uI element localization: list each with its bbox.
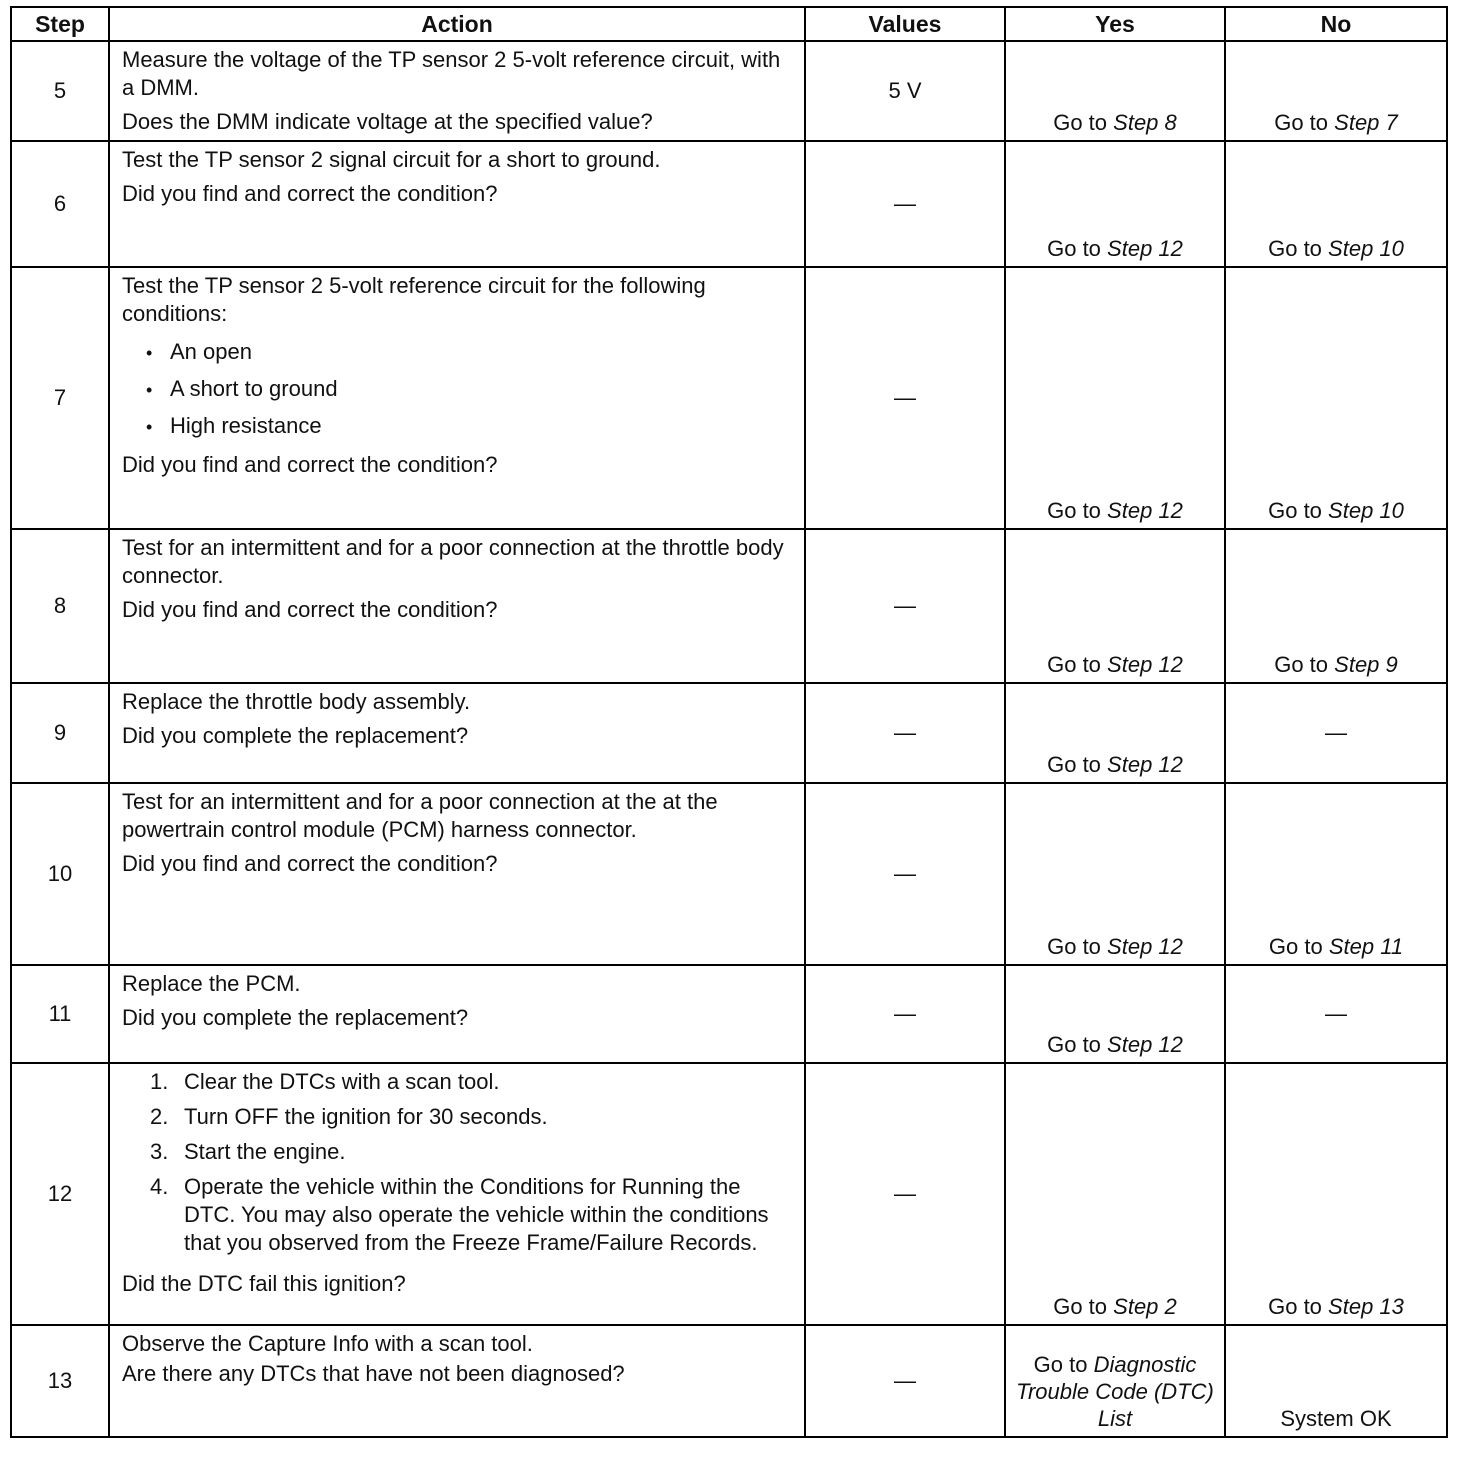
list-item: 1. Clear the DTCs with a scan tool. [150,1069,500,1094]
action-cell [109,1063,805,1325]
value-cell: — [805,141,1005,267]
goto-prefix: Go to [1053,1294,1108,1319]
action-instruction: Test the TP sensor 2 5-volt reference circuit for the following conditions: [122,273,706,326]
step-number: 8 [11,529,109,683]
yes-cell [1005,1325,1225,1437]
yes-cell [1005,683,1225,783]
action-question: Did the DTC fail this ignition? [122,1271,406,1296]
step-number: 10 [11,783,109,965]
yes-cell [1005,965,1225,1063]
yes-cell [1005,529,1225,683]
goto-step-link[interactable]: Step 11 [1328,934,1404,959]
goto-step-link[interactable]: Step 12 [1107,236,1183,261]
goto-prefix: Go to [1047,498,1101,523]
goto-prefix: Go to [1047,236,1101,261]
header-values: Values [805,7,1005,41]
value-cell: — [805,683,1005,783]
goto-prefix: Go to [1047,1032,1101,1057]
value-cell: — [805,965,1005,1063]
goto-prefix: Go to [1274,110,1329,135]
goto-step-link[interactable]: Step 10 [1328,236,1404,261]
step-number: 12 [11,1063,109,1325]
action-cell [109,965,805,1063]
goto-step-link[interactable]: Step 9 [1334,652,1398,677]
table-row [11,41,1447,141]
goto-step-link[interactable]: Step 12 [1107,1032,1183,1057]
header-step: Step [11,7,109,41]
list-item: • High resistance [146,408,796,445]
action-instruction: Test for an intermittent and for a poor connection at the throttle body connector. [122,535,784,588]
header-row [11,7,1447,41]
action-cell [109,1325,805,1437]
action-cell [109,529,805,683]
goto-prefix: Go to [1268,236,1322,261]
table-row [11,965,1447,1063]
yes-cell [1005,1063,1225,1325]
goto-step-link[interactable]: Step 12 [1107,752,1183,777]
action-question: Did you find and correct the condition? [122,597,498,622]
value-cell: — [805,783,1005,965]
list-item: 3. Start the engine. [150,1139,346,1164]
goto-prefix: Go to [1268,498,1322,523]
step-number: 13 [11,1325,109,1437]
action-instruction: Replace the throttle body assembly. [122,689,471,714]
header-yes: Yes [1005,7,1225,41]
no-cell: — [1225,683,1447,783]
goto-prefix: Go to [1274,652,1329,677]
header-no: No [1225,7,1447,41]
action-question: Did you complete the replacement? [122,723,469,748]
goto-step-link[interactable]: Step 12 [1107,934,1183,959]
table-row [11,783,1447,965]
action-cell [109,267,805,529]
value-cell: — [805,529,1005,683]
goto-dtc-list-link[interactable]: Diagnostic Trouble Code (DTC) List [1016,1352,1214,1431]
list-item: • An open [146,334,796,371]
action-question: Did you find and correct the condition? [122,452,498,477]
list-item: • A short to ground [146,371,796,408]
yes-cell [1005,267,1225,529]
action-instruction: Test the TP sensor 2 signal circuit for a short to ground. [122,147,661,172]
table-row [11,529,1447,683]
goto-step-link[interactable]: Step 2 [1113,1294,1177,1319]
action-cell [109,783,805,965]
goto-step-link[interactable]: Step 7 [1334,110,1398,135]
step-number: 6 [11,141,109,267]
action-instruction: Test for an intermittent and for a poor connection at the at the powertrain control module (PCM) harness connector. [122,789,718,842]
action-cell [109,41,805,141]
action-question: Did you complete the replacement? [122,1005,469,1030]
value-cell: — [805,1325,1005,1437]
table-row [11,1325,1447,1437]
header-action: Action [109,7,805,41]
action-question: Did you find and correct the condition? [122,181,498,206]
list-item: 2. Turn OFF the ignition for 30 seconds. [150,1104,548,1129]
action-question: Does the DMM indicate voltage at the specified value? [122,109,653,134]
yes-cell [1005,41,1225,141]
yes-cell [1005,141,1225,267]
action-instruction: Replace the PCM. [122,971,301,996]
no-cell [1225,141,1447,267]
step-number: 11 [11,965,109,1063]
goto-step-link[interactable]: Step 12 [1107,652,1183,677]
no-cell [1225,267,1447,529]
table-row [11,683,1447,783]
step-number: 5 [11,41,109,141]
action-cell [109,141,805,267]
action-cell [109,683,805,783]
step-number: 7 [11,267,109,529]
goto-prefix: Go to [1047,652,1101,677]
goto-step-link[interactable]: Step 10 [1328,498,1404,523]
goto-prefix: Go to [1053,110,1108,135]
diagnostic-table-container [10,6,1448,1438]
table-row [11,141,1447,267]
table-row [11,1063,1447,1325]
goto-prefix: Go to [1033,1352,1088,1377]
goto-step-link[interactable]: Step 8 [1113,110,1177,135]
procedure-list [122,1068,796,1264]
action-question: Are there any DTCs that have not been diagnosed? [122,1361,625,1386]
no-cell [1225,783,1447,965]
goto-prefix: Go to [1268,934,1323,959]
no-cell [1225,41,1447,141]
action-question: Did you find and correct the condition? [122,851,498,876]
condition-list [122,334,796,445]
diagnostic-table [10,6,1448,1438]
value-cell: 5 V [805,41,1005,141]
step-number: 9 [11,683,109,783]
action-instruction: Measure the voltage of the TP sensor 2 5-volt reference circuit, with a DMM. [122,47,781,100]
action-instruction: Observe the Capture Info with a scan tool. [122,1331,533,1356]
goto-step-link[interactable]: Step 13 [1328,1294,1404,1319]
no-cell [1225,529,1447,683]
no-cell [1225,1063,1447,1325]
table-row [11,267,1447,529]
no-cell: — [1225,965,1447,1063]
value-cell: — [805,1063,1005,1325]
goto-prefix: Go to [1047,752,1101,777]
value-cell: — [805,267,1005,529]
goto-step-link[interactable]: Step 12 [1107,498,1183,523]
no-cell: System OK [1225,1325,1447,1437]
goto-prefix: Go to [1268,1294,1322,1319]
list-item: 4. Operate the vehicle within the Conditions for Running the DTC. You may also operate the vehicle within the conditions that you observed from the Freeze Frame/Failure Records. [150,1174,769,1255]
yes-cell [1005,783,1225,965]
goto-prefix: Go to [1047,934,1101,959]
